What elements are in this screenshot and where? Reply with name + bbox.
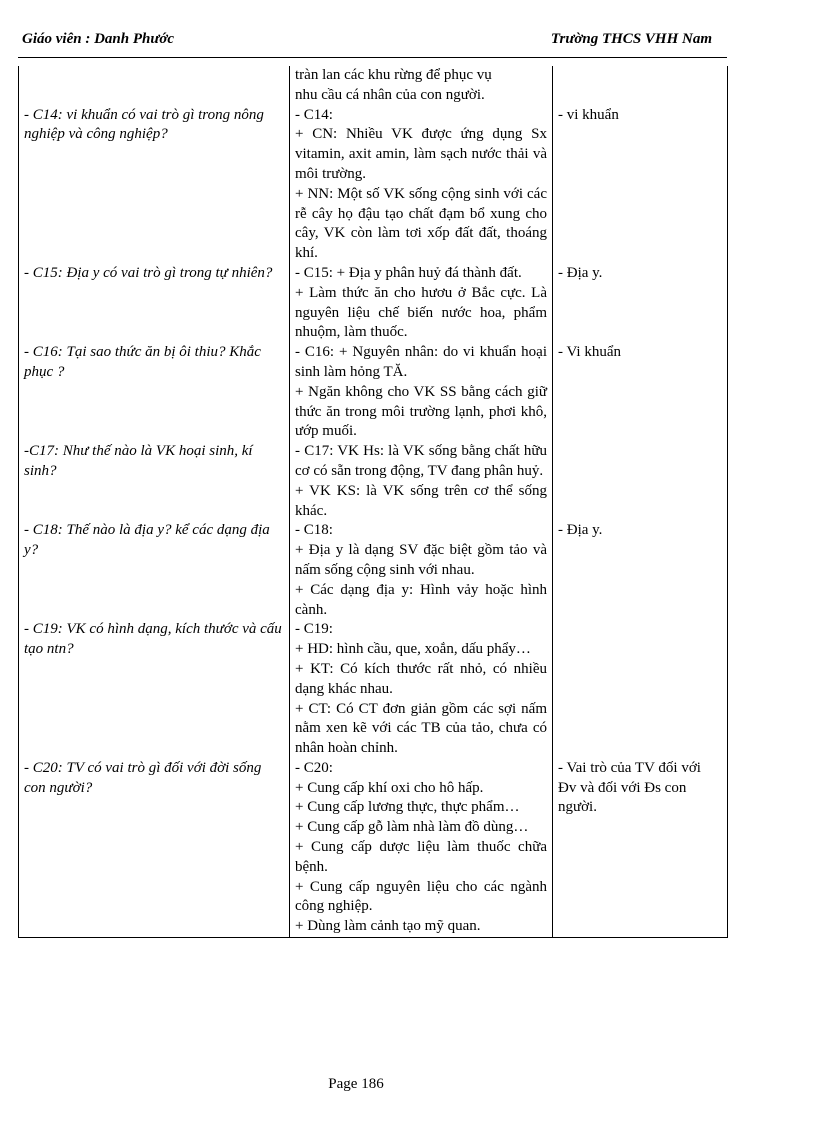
page-header bbox=[22, 31, 712, 53]
answer-line: + Cung cấp lương thực, thực phẩm… bbox=[295, 799, 520, 816]
question-cell: - C14: vi khuẩn có vai trò gì trong nông nghiệp và công nghiệp? bbox=[19, 106, 290, 264]
answer-line: - C16: + Nguyên nhân: do vi khuẩn hoại sinh làm hỏng TĂ. bbox=[295, 344, 547, 380]
answer-cell bbox=[290, 759, 553, 938]
answer-line: + KT: Có kích thước rất nhỏ, có nhiều dạng khác nhau. bbox=[295, 660, 547, 697]
answer-line: + HD: hình cầu, que, xoắn, dấu phẩy… bbox=[295, 641, 531, 658]
answer-line: + CN: Nhiều VK được ứng dụng Sx vitamin, axit amin, làm sạch nước thải và môi trường. bbox=[295, 126, 547, 182]
answer-cell bbox=[290, 264, 553, 343]
answer-line: + CT: Có CT đơn giản gồm các sợi nấm nằm xen kẽ với các TB của tảo, chưa có nhân hoàn chỉnh. bbox=[295, 700, 547, 757]
answer-cell bbox=[290, 66, 553, 106]
answer-line: - C15: + Địa y phân huỷ đá thành đất. bbox=[295, 264, 522, 281]
note-cell: - Vai trò của TV đối với Đv và đối với Đs con người. bbox=[553, 759, 728, 938]
question-cell: - C15: Địa y có vai trò gì trong tự nhiên? bbox=[19, 264, 290, 343]
answer-line: tràn lan các khu rừng để phục vụ bbox=[295, 67, 492, 83]
note-cell: - Địa y. bbox=[553, 264, 728, 343]
question-cell: -C17: Như thế nào là VK hoại sinh, kí sinh? bbox=[19, 442, 290, 521]
answer-cell bbox=[290, 521, 553, 620]
note-cell bbox=[553, 66, 728, 106]
note-cell: - Vi khuẩn bbox=[553, 343, 728, 442]
answer-cell bbox=[290, 620, 553, 759]
answer-line: + Cung cấp dược liệu làm thuốc chữa bệnh. bbox=[295, 839, 547, 875]
answer-line: - C19: bbox=[295, 621, 333, 638]
header-rule bbox=[18, 57, 727, 58]
note-cell: - Địa y. bbox=[553, 521, 728, 620]
answer-line: - C17: VK Hs: là VK sống bằng chất hữu cơ có sẵn trong động, TV đang phân huỷ. bbox=[295, 443, 547, 479]
answer-line: + NN: Một số VK sống cộng sinh với các rễ cây họ đậu tạo chất đạm bổ xung cho cây, VK còn làm tơi xốp đất đất, thoáng khí. bbox=[295, 185, 547, 262]
table-row bbox=[19, 343, 728, 442]
page-number: Page 186 bbox=[328, 1076, 384, 1092]
table-row bbox=[19, 620, 728, 759]
table-row bbox=[19, 759, 728, 938]
answer-line: + Làm thức ăn cho hươu ở Bắc cực. Là nguyên liệu chế biến nước hoa, phẩm nhuộm, làm thuốc. bbox=[295, 284, 547, 341]
table-row bbox=[19, 521, 728, 620]
table-row bbox=[19, 442, 728, 521]
answer-line: + Cung cấp gỗ làm nhà làm đồ dùng… bbox=[295, 819, 529, 836]
question-cell: - C19: VK có hình dạng, kích thước và cấu tạo ntn? bbox=[19, 620, 290, 759]
question-cell bbox=[19, 66, 290, 106]
answer-line: nhu cầu cá nhân của con người. bbox=[295, 86, 485, 103]
school-name: Trường THCS VHH Nam bbox=[550, 31, 712, 47]
table-row bbox=[19, 106, 728, 264]
answer-line: + Các dạng địa y: Hình vảy hoặc hình cành. bbox=[295, 581, 547, 618]
question-cell: - C16: Tại sao thức ăn bị ôi thiu? Khắc phục ? bbox=[19, 343, 290, 442]
question-cell: - C20: TV có vai trò gì đối với đời sống con người? bbox=[19, 759, 290, 938]
answer-cell bbox=[290, 343, 553, 442]
answer-cell bbox=[290, 442, 553, 521]
answer-line: + Cung cấp nguyên liệu cho các ngành công nghiệp. bbox=[295, 878, 547, 915]
answer-cell bbox=[290, 106, 553, 264]
teacher-name: Giáo viên : Danh Phước bbox=[22, 31, 175, 47]
answer-line: + Ngăn không cho VK SS bằng cách giữ thức ăn trong môi trường lạnh, phơi khô, ướp muối. bbox=[295, 383, 547, 440]
answer-line: + Địa y là dạng SV đặc biệt gồm tảo và nấm sống cộng sinh với nhau. bbox=[295, 542, 547, 578]
answer-line: + Cung cấp khí oxi cho hô hấp. bbox=[295, 779, 484, 796]
answer-line: - C14: bbox=[295, 106, 333, 123]
table-row bbox=[19, 66, 728, 106]
table-row bbox=[19, 264, 728, 343]
note-cell bbox=[553, 620, 728, 759]
answer-line: - C20: bbox=[295, 759, 333, 776]
answer-line: + VK KS: là VK sống trên cơ thể sống khác. bbox=[295, 482, 547, 519]
answer-line: + Dùng làm cảnh tạo mỹ quan. bbox=[295, 918, 481, 935]
note-cell bbox=[553, 442, 728, 521]
qa-table bbox=[18, 66, 728, 938]
question-cell: - C18: Thế nào là địa y? kể các dạng địa y? bbox=[19, 521, 290, 620]
note-cell: - vi khuẩn bbox=[553, 106, 728, 264]
answer-line: - C18: bbox=[295, 522, 333, 539]
